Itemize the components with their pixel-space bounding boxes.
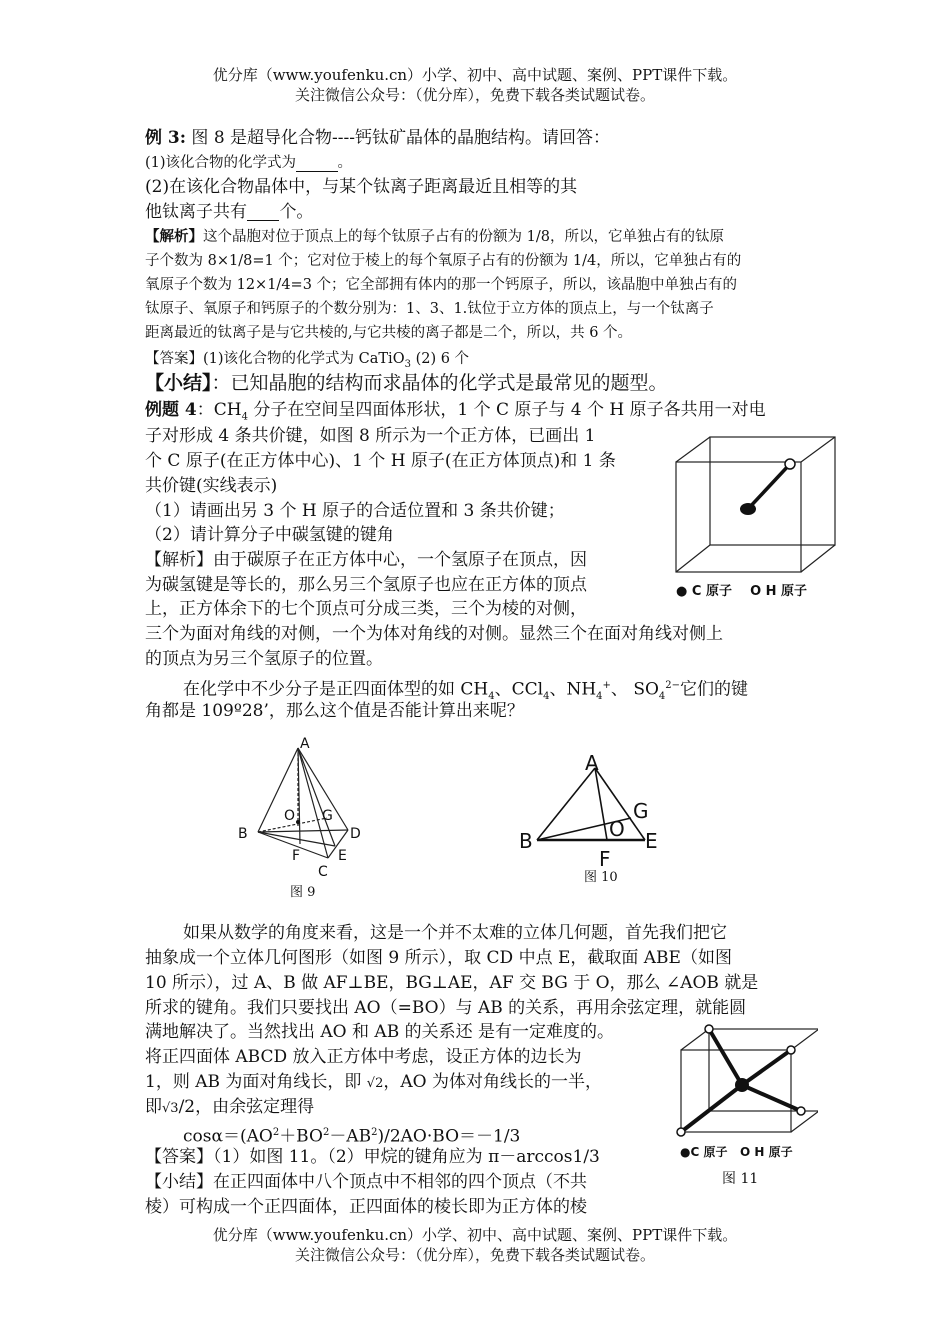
cube-back-face (710, 437, 835, 545)
cosine-formula (183, 1122, 520, 1148)
figure-8-cube (668, 432, 848, 604)
cube-edge (801, 545, 835, 572)
ex4-p1-a: 在化学中不少分子是正四面体型的如 CH (183, 679, 489, 700)
math-line-8 (145, 1096, 314, 1120)
ex3-title-text: 图 8 是超导化合物----钙钛矿晶体的晶胞结构。请回答： (186, 128, 611, 148)
ex4-line6: （2）请计算分子中碳氢键的键角 (145, 525, 394, 545)
header-line-2: 关注微信公众号：（优分库），免费下载各类试题试卷。 (294, 86, 655, 104)
fig10-label-f: F (599, 847, 611, 871)
math-line-2: 抽象成一个立体几何图形（如图 9 所示），取 CD 中点 E，截取面 ABE（如图 (145, 948, 732, 968)
fig9-label-e: E (338, 848, 347, 864)
figure-11-methane (673, 1020, 818, 1145)
formula-b: ＋BO (279, 1126, 323, 1147)
figure-11-caption: 图 11 (722, 1171, 759, 1187)
ex4-p1-b: 、CCl (494, 679, 544, 700)
math-answer-label: 【答案】 (145, 1147, 213, 1167)
ex4-p1-s3: 4 (596, 691, 603, 703)
figure-10-section (515, 748, 665, 873)
ex3-answer-text: (1)该化合物的化学式为 CaTiO (203, 351, 405, 367)
fig9-label-o: O (284, 808, 296, 824)
ex3-summary-text: ：已知晶胞的结构而求晶体的化学式是最常见的题型。 (211, 372, 668, 394)
ex4-line2: 子对形成 4 条共价键，如图 8 所示为一个正方体，已画出 1 (145, 426, 596, 446)
ex4-para-2: 角都是 109º28’，那么这个值是否能计算出来呢？ (145, 701, 524, 721)
ex3-analysis-l2: 子个数为 8×1/8=1 个；它对位于棱上的每个氧原子占有的份额为 1/4，所以，它单独占有的 (145, 253, 742, 269)
math-m7-a: 1，则 AB 为面对角线长，即 (145, 1072, 367, 1092)
footer-line-1: 优分库（www.youfenku.cn）小学、初中、高中试题、案例、PPT课件下载。 (212, 1226, 738, 1244)
ex3-q2-text: 他钛离子共有 (145, 202, 247, 222)
ex4-line4: 共价键(实线表示) (145, 476, 278, 496)
ex3-answer-label: 【答案】 (145, 351, 203, 367)
math-answer (145, 1146, 600, 1168)
ex4-l1-sub: 4 (241, 411, 248, 423)
c-h-bond (742, 1050, 791, 1085)
math-line-3: 10 所示），过 A、B 做 AF⊥BE，BG⊥AE，AF 交 BG 于 O，那么 ∠AOB 就是 (145, 973, 759, 993)
ex4-label: 例题 4 (145, 400, 197, 420)
ex4-analysis-5: 的顶点为另三个氢原子的位置。 (145, 649, 383, 669)
fig10-label-o: O (609, 817, 625, 841)
header-line-1: 优分库（www.youfenku.cn）小学、初中、高中试题、案例、PPT课件下载。 (212, 66, 738, 84)
c-h-bond (709, 1029, 742, 1085)
carbon-atom (740, 503, 756, 515)
ex3-analysis-label: 【解析】 (145, 228, 203, 245)
ex4-analysis-2: 为碳氢键是等长的，那么另三个氢原子也应在正方体的顶点 (145, 575, 587, 595)
ex4-line1 (145, 399, 766, 428)
ex3-answer-sub: 3 (404, 358, 411, 370)
footer-line-2: 关注微信公众号：（优分库），免费下载各类试题试卷。 (294, 1246, 655, 1264)
ex4-p1-d: 、 SO (610, 679, 659, 700)
ex4-line3: 个 C 原子(在正方体中心)、1 个 H 原子(在正方体顶点)和 1 条 (145, 451, 616, 471)
math-summary-text-1: 在正四面体中八个顶点中不相邻的四个顶点（不共 (213, 1172, 587, 1192)
c-h-bond (748, 464, 790, 509)
hydrogen-atom (677, 1128, 685, 1136)
formula-s3: 2 (371, 1127, 378, 1138)
ex3-q1 (145, 152, 352, 174)
fig10-label-g: G (633, 799, 649, 823)
fig10-label-e: E (645, 829, 658, 853)
ex4-analysis-label: 【解析】 (145, 550, 213, 570)
ex4-p1-s1: 4 (488, 691, 495, 703)
ex3-analysis-l1 (145, 226, 724, 248)
fig10-label-a: A (585, 751, 599, 775)
hydrogen-atom (797, 1107, 805, 1115)
math-line-7 (145, 1071, 602, 1095)
math-line-6: 将正四面体 ABCD 放入正方体中考虑，设正方体的边长为 (145, 1047, 582, 1067)
ex4-line5: （1）请画出另 3 个 H 原子的合适位置和 3 条共价键； (145, 501, 565, 521)
h-atom-legend-text: H 原子 (765, 584, 808, 599)
ex3-answer-end: (2) 6 个 (410, 351, 470, 367)
cube-edge (676, 545, 710, 572)
fig9-label-f: F (292, 848, 301, 864)
c-atom-legend-text: C 原子 (691, 584, 732, 599)
ex3-label: 例 3: (145, 128, 187, 148)
cube-front-face (676, 462, 801, 572)
ex4-analysis-4: 三个为面对角线的对侧，一个为体对角线的对侧。显然三个在面对角线对侧上 (145, 624, 723, 644)
c-atom-legend-icon: ● (680, 1145, 691, 1159)
sqrt-2: √2 (366, 1076, 384, 1091)
ex3-q2-blank (247, 205, 279, 221)
ex3-q1-end: 。 (337, 155, 353, 171)
ex3-analysis-l4: 钛原子、氧原子和钙原子的个数分别为：1、3、1.钛位于立方体的顶点上，与一个钛离子 (145, 301, 714, 317)
c-h-bond (742, 1085, 801, 1111)
ex4-p1-e: 它们的键 (680, 679, 749, 700)
formula-c: －AB (329, 1126, 372, 1147)
ex4-p1-sup1: + (602, 680, 611, 691)
figure-9-tetrahedron (230, 730, 380, 880)
math-line-4: 所求的键角。我们只要找出 AO（=BO）与 AB 的关系，再用余弦定理，就能圆 (145, 998, 747, 1018)
ex3-summary (145, 372, 668, 394)
math-line-5: 满地解决了。当然找出 AO 和 AB 的关系还 是有一定难度的。 (145, 1022, 615, 1042)
cube-edge (801, 437, 835, 462)
hydrogen-atom (787, 1046, 795, 1054)
ex4-p1-s4: 4 (658, 691, 666, 703)
math-line-1: 如果从数学的角度来看，这是一个并不太难的立体几何题，首先我们把它 (183, 923, 727, 943)
ex4-l1-b: 分子在空间呈四面体形状，1 个 C 原子与 4 个 H 原子各共用一对电 (247, 400, 766, 420)
ex4-l1-a: ：CH (196, 400, 242, 420)
math-m7-b: ，AO 为体对角线长的一半， (383, 1072, 602, 1092)
ex3-summary-label: 【小结】 (145, 372, 212, 394)
ex4-p1-c: 、NH (549, 679, 597, 700)
carbon-atom (735, 1078, 749, 1092)
ex3-q1-blank (296, 156, 337, 172)
ex3-title (145, 127, 610, 149)
c-atom-legend-text: C 原子 (690, 1145, 728, 1159)
figure-9-caption: 图 9 (290, 885, 316, 900)
formula-d: )/2AO·BO＝－1/3 (377, 1126, 521, 1147)
sqrt-3: √3 (162, 1101, 179, 1116)
h-atom-legend-icon: O (740, 1145, 751, 1159)
formula-a: cosα＝(AO (183, 1126, 273, 1147)
c-h-bond (681, 1085, 742, 1132)
figure-10-caption: 图 10 (584, 870, 618, 885)
ex3-q2-end: 个。 (279, 202, 314, 222)
math-m8-a: 即 (145, 1097, 162, 1117)
figure-11-legend (680, 1143, 793, 1160)
math-answer-text: （1）如图 11。（2）甲烷的键角应为 π－arccos1/3 (213, 1147, 600, 1167)
fig9-label-c: C (318, 864, 328, 880)
ex3-q1-text: (1)该化合物的化学式为 (145, 155, 297, 171)
fig9-label-a: A (300, 736, 310, 752)
ex4-analysis-text-1: 由于碳原子在正方体中心，一个氢原子在顶点，因 (213, 550, 587, 570)
ex3-q2-line1: (2)在该化合物晶体中，与某个钛离子距离最近且相等的其 (145, 177, 578, 197)
hydrogen-atom (705, 1025, 713, 1033)
h-atom-legend-icon: O (750, 584, 762, 599)
math-m8-b: /2，由余弦定理得 (178, 1097, 315, 1117)
h-atom-legend-text: H 原子 (754, 1145, 793, 1159)
fig9-label-d: D (350, 826, 361, 842)
ex3-analysis-l3: 氧原子个数为 12×1/4=3 个；它全部拥有体内的那一个钙原子，所以，该晶胞中单独占有的 (145, 277, 738, 293)
ex3-analysis-l5: 距离最近的钛离子是与它共棱的,与它共棱的离子都是二个，所以，共 6 个。 (145, 325, 633, 341)
fig10-label-b: B (519, 829, 533, 853)
cube-edge (676, 437, 710, 462)
c-atom-legend-icon: ● (676, 584, 688, 599)
ex4-analysis-3: 上，正方体余下的七个顶点可分成三类，三个为棱的对侧， (145, 599, 587, 619)
math-summary-1 (145, 1171, 587, 1193)
ex4-p1-s2: 4 (543, 691, 550, 703)
hydrogen-atom (785, 459, 795, 469)
fig9-label-b: B (238, 826, 248, 842)
formula-s1: 2 (272, 1127, 280, 1138)
ex4-p1-sup2: 2− (665, 680, 681, 691)
formula-s2: 2 (322, 1127, 330, 1138)
ex3-analysis-text-1: 这个晶胞对位于顶点上的每个钛原子占有的份额为 1/8，所以，它单独占有的钛原 (203, 229, 724, 245)
math-summary-label: 【小结】 (145, 1172, 213, 1192)
fig9-label-g: G (322, 808, 333, 824)
ex3-q2-line2 (145, 201, 313, 223)
math-summary-2: 棱）可构成一个正四面体，正四面体的棱长即为正方体的棱 (145, 1197, 587, 1217)
ex4-analysis-1 (145, 549, 587, 571)
figure-8-legend (676, 580, 807, 599)
